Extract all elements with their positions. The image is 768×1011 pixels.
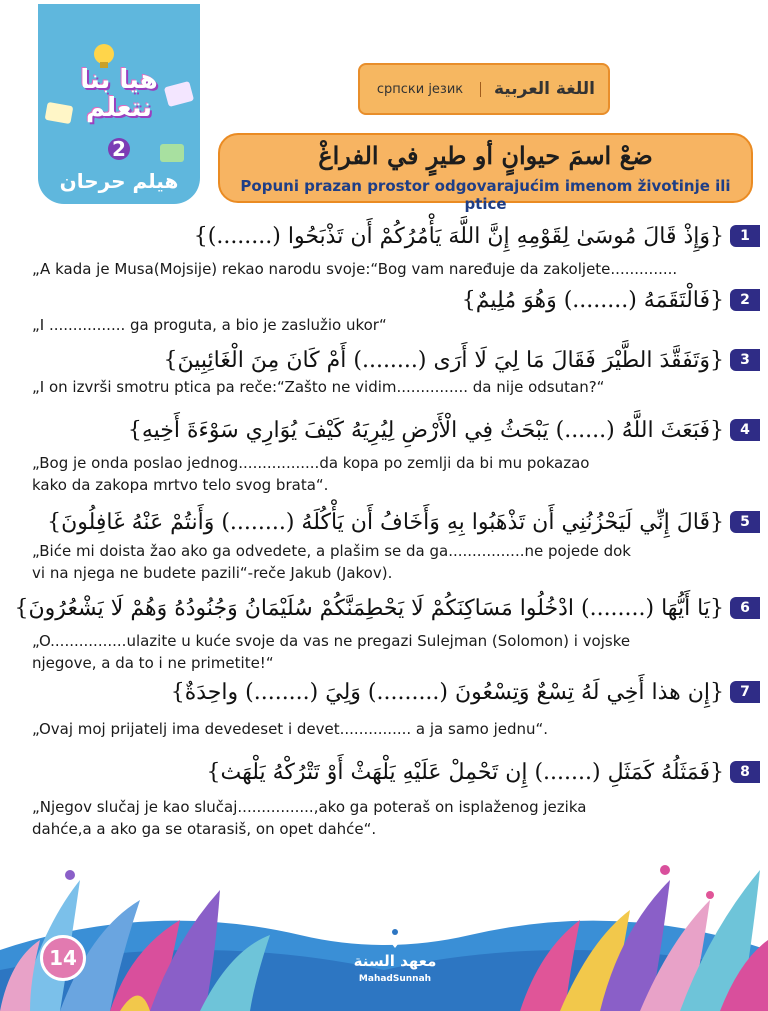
- exercise-translation: „A kada je Musa(Mojsije) rekao narodu svoje:“Bog vam naređuje da zakoljete..............: [32, 260, 678, 278]
- exercise-translation: „Bog je onda poslao jednog.................da kopa po zemlji da bi mu pokazao kako da zakopa mrtvo telo svog brata“.: [32, 454, 590, 494]
- exercise-translation: „Ovaj moj prijatelj ima devedeset i devet............... a ja samo jednu“.: [32, 720, 549, 738]
- exercise-arabic: {قَالَ إِنِّي لَيَحْزُنُنِي أَن تَذْهَبُوا بِهِ وَأَخَافُ أَن يَأْكُلَهُ (........) وَأَنتُمْ عَنْهُ غَافِلُونَ}: [47, 509, 724, 535]
- exercise-arabic: {فَمَثَلُهُ كَمَثَلِ (.......) إِن تَحْمِلْ عَلَيْهِ يَلْهَثْ أَوْ تَتْرُكْهُ يَلْهَث}: [206, 759, 724, 785]
- brand-arabic: معهد السنة: [353, 952, 437, 970]
- exercise-number-badge: 4: [730, 419, 760, 441]
- exercise-number-badge: 7: [730, 681, 760, 703]
- language-box: [358, 63, 610, 115]
- exercise-number-badge: 6: [730, 597, 760, 619]
- page-number: 14: [40, 935, 86, 981]
- exercise-number-badge: 8: [730, 761, 760, 783]
- exercise-number-badge: 3: [730, 349, 760, 371]
- exercise-number-badge: 2: [730, 289, 760, 311]
- task-arabic: ضعْ اسمَ حيوانٍ أو طيرٍ في الفراغْ: [318, 141, 653, 170]
- blocks-icon: [160, 144, 184, 162]
- language-serbian: српски језик: [360, 82, 481, 97]
- exercise-number-badge: 5: [730, 511, 760, 533]
- exercise-arabic: {وَتَفَقَّدَ الطَّيْرَ فَقَالَ مَا لِيَ لَا أَرَى (........) أَمْ كَانَ مِنَ الْغَائِبِينَ}: [163, 347, 724, 373]
- lightbulb-icon: [94, 44, 114, 64]
- book-logo: [38, 4, 200, 204]
- exercise-translation: „I on izvrši smotru ptica pa reče:“Zašto ne vidim............... da nije odsutan?“: [32, 378, 605, 396]
- exercise-arabic: {وَإِذْ قَالَ مُوسَىٰ لِقَوْمِهِ إِنَّ اللَّهَ يَأْمُرُكُمْ أَن تَذْبَحُوا (........)}: [193, 223, 724, 249]
- exercise-arabic: {فَبَعَثَ اللَّهُ (......) يَبْحَثُ فِي الْأَرْضِ لِيُرِيَهُ كَيْفَ يُوَارِي سَوْءَةَ أَخِيهِ}: [127, 417, 724, 443]
- logo-title: هيا بنا نتعلم: [80, 65, 158, 123]
- task-instruction-box: [218, 133, 753, 213]
- exercise-number-badge: 1: [730, 225, 760, 247]
- exercise-translation: „Biće mi doista žao ako ga odvedete, a plašim se da ga................ne pojede dok vi na njega ne budete pazili“-reče Jakub (Jakov).: [32, 542, 631, 582]
- exercise-arabic: {إِن هذا أَخِي لَهُ تِسْعٌ وَتِسْعُونَ (.........) وَلِيَ (........) واحِدَةٌ}: [170, 679, 724, 705]
- brand-latin: MahadSunnah: [358, 974, 432, 984]
- exercise-translation: „Njegov slučaj je kao slučaj................,ako ga poteraš on isplaženog jezika dahće,a a ako ga se otarasiš, on opet dahće“.: [32, 798, 587, 838]
- exercise-translation: „O................ulazite u kuće svoje da vas ne pregazi Sulejman (Solomon) i vojske njegove, a da to i ne primetite!“: [32, 632, 631, 672]
- exercise-arabic: {فَالْتَقَمَهُ (........) وَهُوَ مُلِيمٌ}: [461, 287, 724, 313]
- mahadsunnah-brand-logo: [350, 900, 440, 990]
- exercise-translation: „I ................ ga proguta, a bio je zaslužio ukor“: [32, 316, 387, 334]
- logo-number: 2: [108, 138, 130, 160]
- task-serbian: Popuni prazan prostor odgovarajućim imenom životinje ili ptice: [240, 177, 731, 213]
- exercise-arabic: {يَا أَيُّهَا (........) ادْخُلُوا مَسَاكِنَكُمْ لَا يَحْطِمَنَّكُمْ سُلَيْمَانُ وَجُنُودُهُ وَهُمْ لَا يَشْعُرُونَ}: [14, 595, 724, 621]
- language-arabic: اللغة العربية: [494, 79, 595, 99]
- logo-subtitle: هيلم حرحان: [59, 169, 179, 193]
